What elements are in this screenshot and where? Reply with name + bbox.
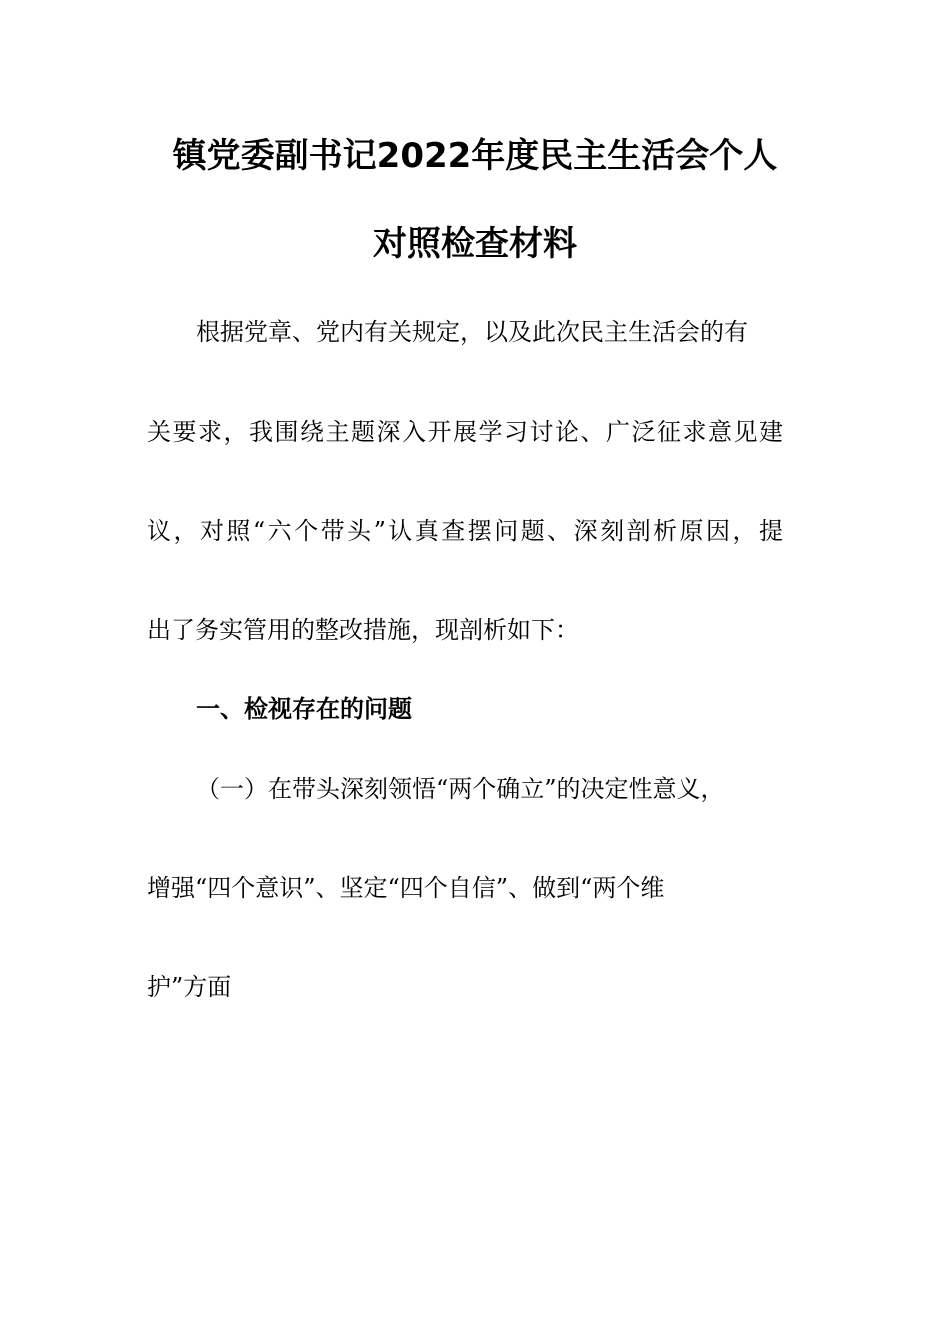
document-title-line-2: 对照检查材料	[373, 224, 577, 264]
intro-line-4: 出了务实管用的整改措施，现剖析如下：	[147, 616, 579, 644]
section-heading: 一、检视存在的问题	[196, 695, 412, 723]
intro-line-2: 关要求，我围绕主题深入开展学习讨论、广泛征求意见建	[147, 418, 783, 446]
intro-line-3: 议，对照“六个带头”认真查摆问题、深刻剖析原因，提	[147, 517, 783, 545]
subsection-line-1: （一）在带头深刻领悟“两个确立”的决定性意义，	[196, 775, 725, 803]
subsection-line-2: 增强“四个意识”、坚定“四个自信”、做到“两个维	[147, 874, 665, 902]
intro-line-1: 根据党章、党内有关规定，以及此次民主生活会的有	[196, 318, 748, 346]
document-title-line-1: 镇党委副书记2022年度民主生活会个人	[172, 136, 778, 176]
subsection-line-3: 护”方面	[147, 973, 232, 1001]
